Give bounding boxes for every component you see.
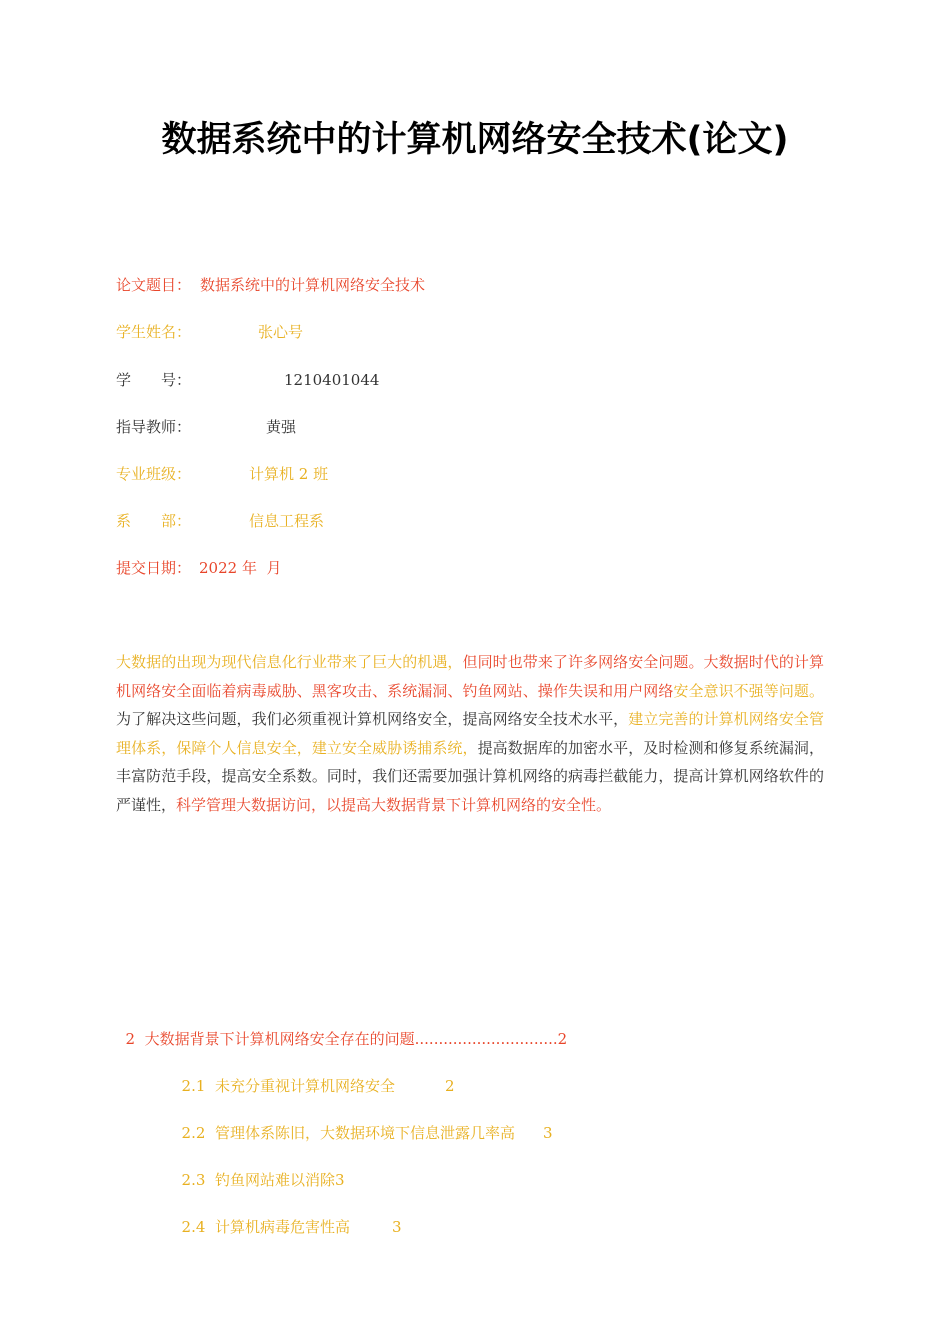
toc-item-label: 2.3 钓鱼网站难以消除3 bbox=[181, 1171, 345, 1189]
toc-item-page: 3 bbox=[542, 1124, 553, 1142]
abstract-sentence: 为了解决这些问题，我们必须重视计算机网络安全，提高网络安全技术水平， bbox=[116, 710, 629, 729]
abstract-sentence: 提高数据库的加密水平，及时检测和修复系统漏洞，丰富防范手段，提高安全系数。同时，我们还需要加强计算机网络的病毒拦截能力，提高计算机网络软件的严谨性， bbox=[116, 738, 824, 814]
abstract-paragraph bbox=[116, 648, 824, 820]
id-label: 学 号： bbox=[116, 371, 192, 389]
toc-item-2-2[interactable] bbox=[172, 1103, 553, 1143]
toc-item-label: 2.1 未充分重视计算机网络安全 bbox=[181, 1077, 395, 1095]
toc-item-page: 3 bbox=[391, 1218, 402, 1236]
name-value: 张心号 bbox=[258, 323, 304, 341]
toc-item-label: 2.4 计算机病毒危害性高 bbox=[181, 1218, 350, 1236]
date-label: 提交日期： bbox=[116, 559, 192, 577]
abstract-sentence: 大数据的出现为现代信息化行业带来了巨大的机遇， bbox=[116, 653, 463, 671]
id-value: 1210401044 bbox=[284, 371, 380, 389]
toc-item-2[interactable] bbox=[116, 1009, 567, 1049]
topic-label: 论文题目： bbox=[116, 276, 192, 294]
document-title: 数据系统中的计算机网络安全技术(论文) bbox=[161, 120, 789, 160]
advisor-value: 黄强 bbox=[266, 418, 297, 436]
toc-item-2-3[interactable] bbox=[172, 1150, 344, 1190]
dept-label: 系 部： bbox=[116, 512, 192, 530]
advisor-label: 指导教师： bbox=[116, 418, 192, 436]
name-label: 学生姓名： bbox=[116, 323, 192, 341]
toc-item-label: 2 大数据背景下计算机网络安全存在的问题..............................2 bbox=[125, 1030, 568, 1048]
class-value: 计算机 2 班 bbox=[249, 465, 329, 483]
abstract-sentence: 安全意识不强等问题。 bbox=[673, 681, 824, 700]
dept-value: 信息工程系 bbox=[249, 512, 325, 530]
info-date bbox=[116, 558, 282, 618]
toc-item-page: 2 bbox=[444, 1077, 455, 1095]
abstract-sentence: 但同时也带来了许多网络安全问题。大数据时代的计算机网络安全面临着病毒威胁、黑客攻击、系统漏洞、钓鱼网站、操作失误和用户网络 bbox=[116, 653, 824, 700]
topic-value: 数据系统中的计算机网络安全技术 bbox=[200, 276, 426, 294]
date-value: 2022 年 月 bbox=[199, 559, 282, 577]
abstract-sentence: 科学管理大数据访问，以提高大数据背景下计算机网络的安全性。 bbox=[176, 795, 612, 814]
abstract-sentence: 建立完善的计算机网络安全管理体系，保障个人信息安全，建立安全威胁诱捕系统， bbox=[116, 710, 824, 757]
toc-item-2-1[interactable] bbox=[172, 1056, 455, 1096]
class-label: 专业班级： bbox=[116, 465, 192, 483]
toc-item-label: 2.2 管理体系陈旧，大数据环境下信息泄露几率高 bbox=[181, 1124, 515, 1142]
toc-item-2-4[interactable] bbox=[172, 1197, 402, 1237]
